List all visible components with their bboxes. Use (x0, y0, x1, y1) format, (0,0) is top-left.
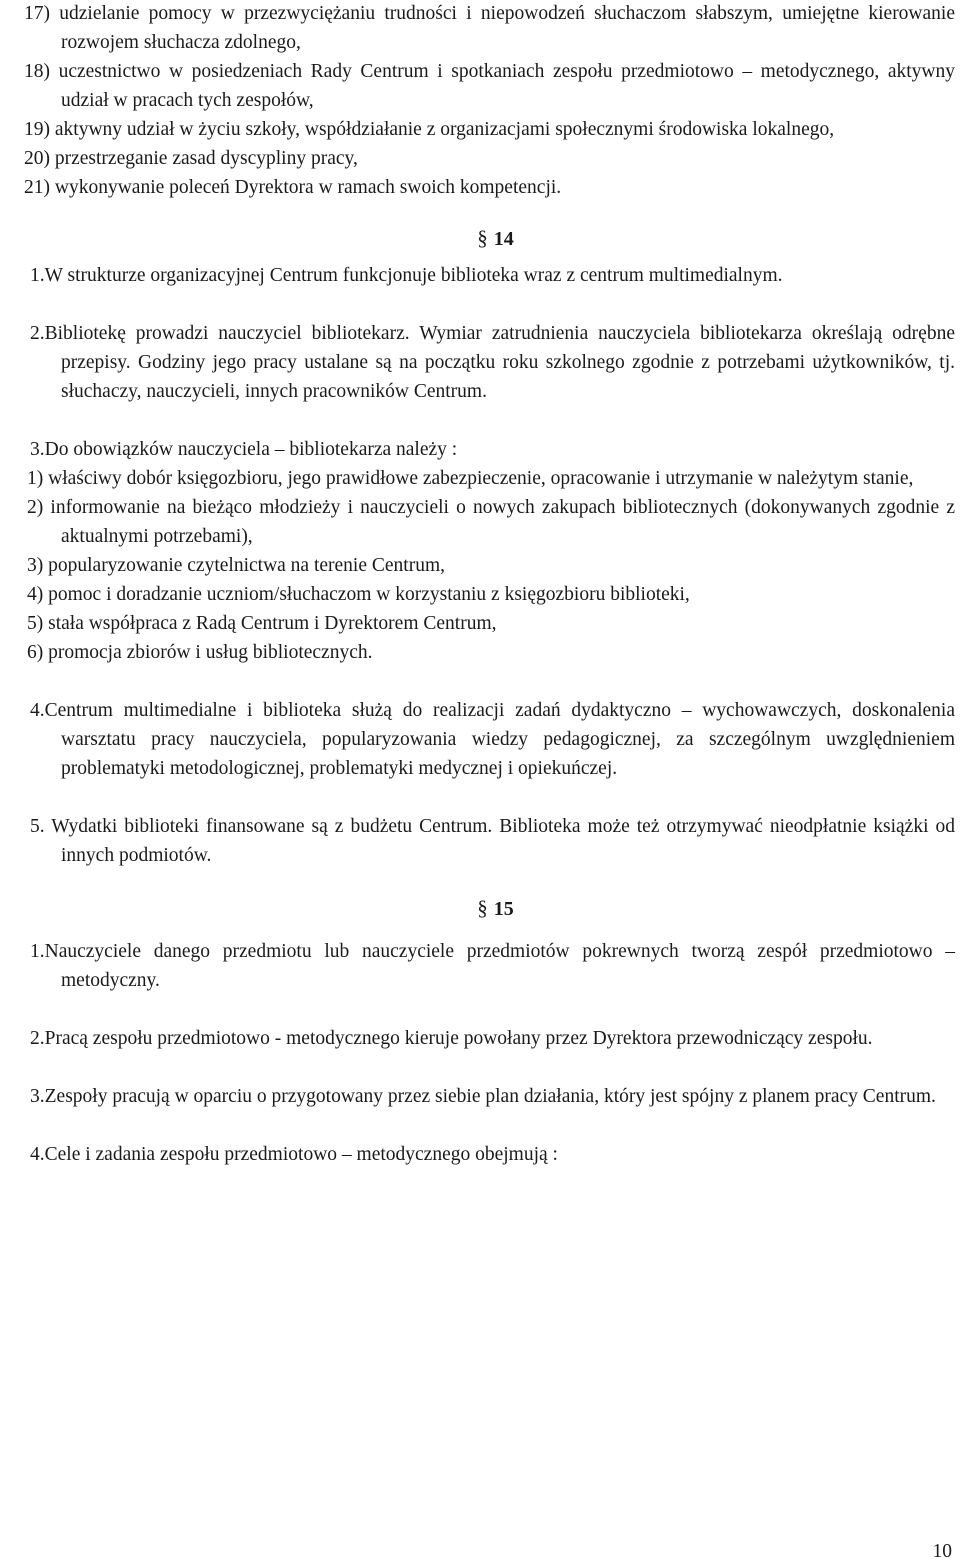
sec15-paragraph-2: 2.Pracą zespołu przedmiotowo - metodycznego kieruje powołany przez Dyrektora przewodniczący zespołu. (30, 1028, 873, 1049)
sec14-paragraph-2: 2.Bibliotekę prowadzi nauczyciel bibliotekarz. Wymiar zatrudnienia nauczyciela bibliotekarza określają odrębne przepisy. Godziny jego pracy ustalane są na początku roku szkolnego zgodnie z potrzebami użytkowników, tj. słuchaczy, nauczycieli, innych pracowników Centrum. (30, 323, 955, 402)
sec14-duty-5: 5) stała współpraca z Radą Centrum i Dyrektorem Centrum, (27, 613, 497, 634)
sec15-paragraph-1: 1.Nauczyciele danego przedmiotu lub nauczyciele przedmiotów pokrewnych tworzą zespół przedmiotowo – metodyczny. (30, 941, 955, 991)
sec14-duty-4: 4) pomoc i doradzanie uczniom/słuchaczom w korzystaniu z księgozbioru biblioteki, (27, 584, 690, 605)
sec14-paragraph-5: 5. Wydatki biblioteki finansowane są z budżetu Centrum. Biblioteka może też otrzymywać nieodpłatnie książki od innych podmiotów. (30, 816, 955, 866)
list-item-20: 20) przestrzeganie zasad dyscypliny pracy, (24, 148, 358, 169)
section-symbol: § (477, 896, 488, 920)
list-item-17: 17) udzielanie pomocy w przezwyciężaniu trudności i niepowodzeń słuchaczom słabszym, umiejętne kierowanie rozwojem słuchacza zdolnego, (24, 3, 955, 53)
section-heading-15 (24, 892, 955, 925)
sec14-duty-2: 2) informowanie na bieżąco młodzieży i nauczycieli o nowych zakupach bibliotecznych (dokonywanych zgodnie z aktualnymi potrzebami), (27, 497, 955, 547)
sec14-duty-1: 1) właściwy dobór księgozbioru, jego prawidłowe zabezpieczenie, opracowanie i utrzymanie w należytym stanie, (27, 468, 914, 489)
list-item-19: 19) aktywny udział w życiu szkoły, współdziałanie z organizacjami społecznymi środowiska lokalnego, (24, 119, 835, 140)
page-number: 10 (932, 1541, 952, 1562)
section-symbol: § (477, 226, 488, 250)
section-number: 15 (493, 898, 514, 920)
sec14-paragraph-1: 1.W strukturze organizacyjnej Centrum funkcjonuje biblioteka wraz z centrum multimedialnym. (30, 265, 783, 286)
list-item-18: 18) uczestnictwo w posiedzeniach Rady Centrum i spotkaniach zespołu przedmiotowo – metodycznego, aktywny udział w pracach tych zespołów, (24, 61, 955, 111)
section-heading-14 (24, 222, 955, 255)
sec14-paragraph-3: 3.Do obowiązków nauczyciela – bibliotekarza należy : (30, 439, 458, 460)
sec15-paragraph-4: 4.Cele i zadania zespołu przedmiotowo – metodycznego obejmują : (30, 1144, 558, 1165)
sec14-duty-6: 6) promocja zbiorów i usług bibliotecznych. (27, 642, 373, 663)
list-item-21: 21) wykonywanie poleceń Dyrektora w ramach swoich kompetencji. (24, 177, 562, 198)
sec14-paragraph-4: 4.Centrum multimedialne i biblioteka służą do realizacji zadań dydaktyczno – wychowawczych, doskonalenia warsztatu pracy nauczyciela, popularyzowania wiedzy pedagogicznej, za szczególnym uwzględnieniem problematyki metodologicznej, problematyki medycznej i opiekuńczej. (30, 700, 955, 779)
section-number: 14 (493, 228, 514, 250)
sec15-paragraph-3: 3.Zespoły pracują w oparciu o przygotowany przez siebie plan działania, który jest spójny z planem pracy Centrum. (30, 1086, 936, 1107)
sec14-duty-3: 3) popularyzowanie czytelnictwa na terenie Centrum, (27, 555, 445, 576)
